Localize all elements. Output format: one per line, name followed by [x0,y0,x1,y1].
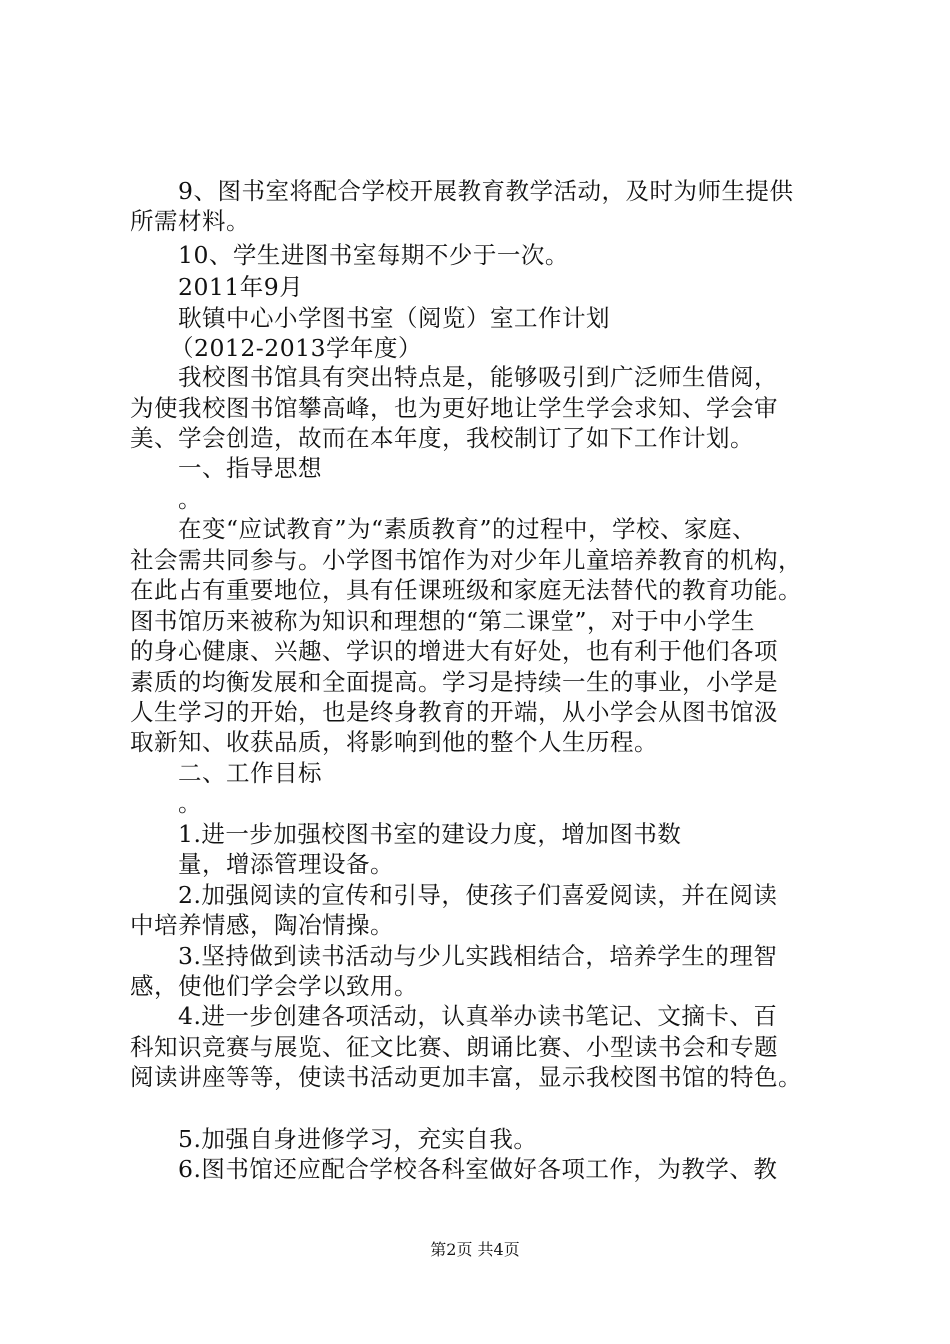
text-line: 1.进一步加强校图书室的建设力度，增加图书数 [178,820,682,848]
text-line: 所需材料。 [130,207,250,235]
text-line: 3.坚持做到读书活动与少儿实践相结合，培养学生的理智 [178,942,778,970]
text-line: 我校图书馆具有突出特点是，能够吸引到广泛师生借阅， [178,363,778,391]
text-line: 图书馆历来被称为知识和理想的“第二课堂”，对于中小学生 [130,607,756,635]
text-line: 感，使他们学会学以致用。 [130,972,418,1000]
text-line: 阅读讲座等等，使读书活动更加丰富，显示我校图书馆的特色。 [130,1063,802,1091]
text-line: 中培养情感，陶冶情操。 [130,911,394,939]
doc-title: 耿镇中心小学图书室（阅览）室工作计划 [178,304,610,332]
text-line: 5.加强自身进修学习，充实自我。 [178,1125,538,1153]
text-line: 10、学生进图书室每期不少于一次。 [178,241,569,269]
text-line: 6.图书馆还应配合学校各科室做好各项工作，为教学、教 [178,1155,778,1183]
page-footer: 第2页 共4页 [430,1240,520,1259]
text-line: 美、学会创造，故而在本年度，我校制订了如下工作计划。 [130,424,754,452]
doc-subtitle: （2012-2013学年度） [170,334,423,362]
text-line: 为使我校图书馆攀高峰，也为更好地让学生学会求知、学会审 [130,394,778,422]
text-line: 2.加强阅读的宣传和引导，使孩子们喜爱阅读，并在阅读 [178,881,778,909]
text-line: 4.进一步创建各项活动，认真举办读书笔记、文摘卡、百 [178,1002,778,1030]
text-line: 的身心健康、兴趣、学识的增进大有好处，也有利于他们各项 [130,637,778,665]
text-line: 量，增添管理设备。 [178,850,394,878]
text-line: 取新知、收获品质，将影响到他的整个人生历程。 [130,728,658,756]
text-line: 。 [178,485,202,513]
text-line: 素质的均衡发展和全面提高。学习是持续一生的事业，小学是 [130,668,778,696]
text-line: 社会需共同参与。小学图书馆作为对少年儿童培养教育的机构， [130,546,802,574]
text-line: 科知识竞赛与展览、征文比赛、朗诵比赛、小型读书会和专题 [130,1033,778,1061]
section-heading: 一、指导思想 [178,454,322,482]
text-line: 9、图书室将配合学校开展教育教学活动，及时为师生提供 [178,177,794,205]
text-line: 人生学习的开始，也是终身教育的开端，从小学会从图书馆汲 [130,698,778,726]
section-heading: 二、工作目标 [178,759,322,787]
text-line: 在变“应试教育”为“素质教育”的过程中，学校、家庭、 [178,515,757,543]
text-line: 2011年9月 [178,273,304,301]
text-line: 。 [178,789,202,817]
text-line: 在此占有重要地位，具有任课班级和家庭无法替代的教育功能。 [130,576,802,604]
